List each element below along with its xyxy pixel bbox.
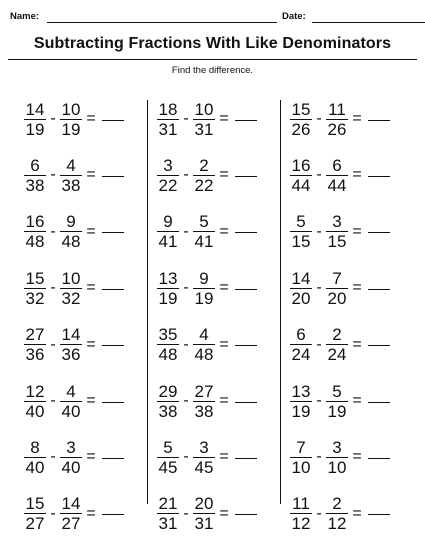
answer-blank[interactable] bbox=[368, 458, 390, 459]
minus-sign: - bbox=[50, 110, 56, 127]
minus-sign: - bbox=[183, 448, 189, 466]
minuend-denominator: 15 bbox=[291, 232, 311, 252]
answer-blank[interactable] bbox=[235, 120, 257, 121]
equals-sign: = bbox=[86, 335, 96, 353]
subtrahend-fraction bbox=[60, 101, 82, 138]
problem-3-7 bbox=[290, 437, 390, 477]
minuend-fraction bbox=[24, 383, 46, 420]
instructions: Find the difference. bbox=[171, 65, 254, 76]
answer-blank[interactable] bbox=[368, 514, 390, 515]
equals-sign: = bbox=[352, 504, 362, 522]
answer-blank[interactable] bbox=[102, 176, 124, 177]
subtrahend-fraction bbox=[60, 495, 82, 532]
minuend-numerator: 21 bbox=[158, 494, 178, 514]
minuend-numerator: 29 bbox=[158, 381, 178, 401]
subtrahend-denominator: 31 bbox=[194, 514, 214, 534]
minuend-numerator: 3 bbox=[163, 155, 173, 175]
problem-3-3 bbox=[290, 212, 390, 252]
answer-blank[interactable] bbox=[235, 176, 257, 177]
minuend-denominator: 48 bbox=[25, 232, 45, 252]
subtrahend-fraction bbox=[193, 270, 215, 307]
minus-sign: - bbox=[50, 504, 56, 522]
subtrahend-numerator: 5 bbox=[199, 212, 209, 232]
subtrahend-numerator: 2 bbox=[332, 325, 342, 345]
subtrahend-denominator: 48 bbox=[194, 345, 214, 365]
subtrahend-denominator: 10 bbox=[327, 457, 347, 477]
subtrahend-denominator: 41 bbox=[194, 232, 214, 252]
minus-sign: - bbox=[50, 166, 56, 184]
minuend-denominator: 32 bbox=[25, 288, 45, 308]
problem-3-6 bbox=[290, 381, 390, 421]
minuend-numerator: 6 bbox=[30, 155, 40, 175]
minuend-fraction bbox=[157, 270, 179, 307]
problem-3-4 bbox=[290, 268, 390, 308]
column-divider-1 bbox=[147, 100, 148, 504]
problem-3-2 bbox=[290, 155, 390, 195]
minus-sign: - bbox=[183, 279, 189, 297]
answer-blank[interactable] bbox=[235, 514, 257, 515]
minus-sign: - bbox=[50, 335, 56, 353]
minuend-fraction bbox=[24, 270, 46, 307]
minus-sign: - bbox=[316, 166, 322, 184]
subtrahend-fraction bbox=[193, 326, 215, 363]
problem-1-6 bbox=[24, 381, 124, 421]
minus-sign: - bbox=[50, 222, 56, 240]
subtrahend-denominator: 26 bbox=[327, 119, 347, 139]
problem-1-8 bbox=[24, 494, 124, 534]
minuend-numerator: 8 bbox=[30, 437, 40, 457]
equals-sign: = bbox=[219, 504, 229, 522]
minuend-denominator: 22 bbox=[158, 175, 178, 195]
minuend-fraction bbox=[24, 326, 46, 363]
title-divider bbox=[8, 59, 417, 60]
problem-3-5 bbox=[290, 325, 390, 365]
minuend-fraction bbox=[24, 157, 46, 194]
minus-sign: - bbox=[50, 392, 56, 409]
subtrahend-numerator: 11 bbox=[328, 99, 346, 119]
minus-sign: - bbox=[316, 222, 322, 240]
minuend-denominator: 44 bbox=[291, 175, 311, 195]
column-divider-2 bbox=[280, 100, 281, 504]
minuend-denominator: 38 bbox=[158, 401, 178, 421]
minuend-numerator: 18 bbox=[158, 99, 178, 119]
equals-sign: = bbox=[219, 110, 229, 127]
subtrahend-denominator: 36 bbox=[61, 345, 81, 365]
minuend-fraction bbox=[157, 157, 179, 194]
subtrahend-denominator: 19 bbox=[61, 119, 81, 139]
minuend-fraction bbox=[157, 495, 179, 532]
minuend-numerator: 14 bbox=[291, 268, 311, 288]
problem-2-8 bbox=[157, 494, 257, 534]
subtrahend-denominator: 19 bbox=[194, 288, 214, 308]
subtrahend-fraction bbox=[193, 157, 215, 194]
answer-blank[interactable] bbox=[368, 402, 390, 403]
subtrahend-fraction bbox=[193, 213, 215, 250]
minuend-numerator: 15 bbox=[25, 268, 45, 288]
subtrahend-numerator: 14 bbox=[61, 494, 81, 514]
subtrahend-fraction bbox=[193, 101, 215, 138]
answer-blank[interactable] bbox=[102, 402, 124, 403]
answer-blank[interactable] bbox=[368, 120, 390, 121]
date-label: Date: bbox=[282, 11, 306, 22]
minuend-fraction bbox=[24, 101, 46, 138]
minus-sign: - bbox=[316, 392, 322, 409]
minuend-numerator: 16 bbox=[291, 155, 311, 175]
subtrahend-denominator: 22 bbox=[194, 175, 214, 195]
minuend-denominator: 45 bbox=[158, 457, 178, 477]
equals-sign: = bbox=[352, 110, 362, 127]
minuend-denominator: 36 bbox=[25, 345, 45, 365]
subtrahend-numerator: 6 bbox=[332, 155, 342, 175]
equals-sign: = bbox=[352, 166, 362, 184]
minuend-numerator: 13 bbox=[158, 268, 178, 288]
minuend-denominator: 20 bbox=[291, 288, 311, 308]
equals-sign: = bbox=[352, 335, 362, 353]
subtrahend-fraction bbox=[193, 383, 215, 420]
subtrahend-numerator: 9 bbox=[66, 212, 76, 232]
minuend-numerator: 35 bbox=[158, 325, 178, 345]
minuend-fraction bbox=[290, 101, 312, 138]
minuend-numerator: 15 bbox=[25, 494, 45, 514]
minuend-denominator: 24 bbox=[291, 345, 311, 365]
subtrahend-fraction bbox=[326, 383, 348, 420]
answer-blank[interactable] bbox=[102, 289, 124, 290]
minuend-fraction bbox=[290, 270, 312, 307]
answer-blank[interactable] bbox=[368, 289, 390, 290]
minuend-numerator: 9 bbox=[163, 212, 173, 232]
answer-blank[interactable] bbox=[235, 289, 257, 290]
minuend-fraction bbox=[157, 439, 179, 476]
minus-sign: - bbox=[183, 222, 189, 240]
minuend-denominator: 27 bbox=[25, 514, 45, 534]
minuend-numerator: 16 bbox=[25, 212, 45, 232]
answer-blank[interactable] bbox=[235, 232, 257, 233]
minuend-fraction bbox=[157, 101, 179, 138]
subtrahend-fraction bbox=[326, 213, 348, 250]
minus-sign: - bbox=[183, 392, 189, 409]
answer-blank[interactable] bbox=[368, 176, 390, 177]
answer-blank[interactable] bbox=[235, 345, 257, 346]
answer-blank[interactable] bbox=[368, 345, 390, 346]
minuend-denominator: 19 bbox=[158, 288, 178, 308]
problem-2-2 bbox=[157, 155, 257, 195]
subtrahend-numerator: 3 bbox=[199, 437, 209, 457]
minuend-numerator: 11 bbox=[292, 494, 310, 514]
subtrahend-denominator: 12 bbox=[327, 514, 347, 534]
minuend-numerator: 12 bbox=[25, 381, 45, 401]
problem-3-8 bbox=[290, 494, 390, 534]
subtrahend-numerator: 3 bbox=[66, 437, 76, 457]
minuend-fraction bbox=[290, 439, 312, 476]
worksheet-header bbox=[10, 11, 415, 29]
subtrahend-fraction bbox=[326, 326, 348, 363]
problem-2-3 bbox=[157, 212, 257, 252]
subtrahend-numerator: 2 bbox=[332, 494, 342, 514]
equals-sign: = bbox=[352, 392, 362, 409]
minus-sign: - bbox=[183, 335, 189, 353]
problem-1-3 bbox=[24, 212, 124, 252]
minuend-denominator: 10 bbox=[291, 457, 311, 477]
minuend-denominator: 31 bbox=[158, 514, 178, 534]
minus-sign: - bbox=[183, 110, 189, 127]
subtrahend-fraction bbox=[60, 270, 82, 307]
minuend-denominator: 12 bbox=[291, 514, 311, 534]
equals-sign: = bbox=[86, 392, 96, 409]
subtrahend-denominator: 44 bbox=[327, 175, 347, 195]
subtrahend-numerator: 10 bbox=[61, 99, 81, 119]
problem-1-7 bbox=[24, 437, 124, 477]
equals-sign: = bbox=[219, 448, 229, 466]
equals-sign: = bbox=[86, 504, 96, 522]
minuend-numerator: 14 bbox=[25, 99, 45, 119]
subtrahend-denominator: 48 bbox=[61, 232, 81, 252]
minus-sign: - bbox=[50, 448, 56, 466]
minuend-denominator: 19 bbox=[25, 119, 45, 139]
subtrahend-denominator: 38 bbox=[194, 401, 214, 421]
subtrahend-numerator: 14 bbox=[61, 325, 81, 345]
subtrahend-fraction bbox=[326, 157, 348, 194]
subtrahend-numerator: 2 bbox=[199, 155, 209, 175]
minuend-fraction bbox=[24, 495, 46, 532]
answer-blank[interactable] bbox=[368, 232, 390, 233]
subtrahend-numerator: 4 bbox=[66, 155, 76, 175]
subtrahend-denominator: 19 bbox=[327, 401, 347, 421]
subtrahend-fraction bbox=[193, 495, 215, 532]
subtrahend-fraction bbox=[326, 101, 348, 138]
minuend-numerator: 6 bbox=[296, 325, 306, 345]
minuend-fraction bbox=[157, 326, 179, 363]
minuend-denominator: 40 bbox=[25, 457, 45, 477]
answer-blank[interactable] bbox=[102, 232, 124, 233]
equals-sign: = bbox=[86, 110, 96, 127]
problem-2-7 bbox=[157, 437, 257, 477]
minus-sign: - bbox=[316, 110, 322, 127]
subtrahend-numerator: 27 bbox=[194, 381, 214, 401]
minuend-denominator: 40 bbox=[25, 401, 45, 421]
subtrahend-fraction bbox=[60, 439, 82, 476]
problem-1-5 bbox=[24, 325, 124, 365]
subtrahend-fraction bbox=[60, 383, 82, 420]
equals-sign: = bbox=[219, 392, 229, 409]
subtrahend-numerator: 5 bbox=[332, 381, 342, 401]
subtrahend-numerator: 20 bbox=[194, 494, 214, 514]
equals-sign: = bbox=[352, 279, 362, 297]
subtrahend-denominator: 24 bbox=[327, 345, 347, 365]
problem-2-6 bbox=[157, 381, 257, 421]
problem-2-1 bbox=[157, 99, 257, 139]
subtrahend-numerator: 9 bbox=[199, 268, 209, 288]
minus-sign: - bbox=[316, 448, 322, 466]
subtrahend-denominator: 31 bbox=[194, 119, 214, 139]
answer-blank[interactable] bbox=[102, 514, 124, 515]
minus-sign: - bbox=[50, 279, 56, 297]
minuend-denominator: 38 bbox=[25, 175, 45, 195]
equals-sign: = bbox=[86, 166, 96, 184]
equals-sign: = bbox=[86, 222, 96, 240]
equals-sign: = bbox=[219, 166, 229, 184]
answer-blank[interactable] bbox=[102, 458, 124, 459]
equals-sign: = bbox=[352, 448, 362, 466]
minuend-fraction bbox=[290, 326, 312, 363]
minuend-numerator: 5 bbox=[296, 212, 306, 232]
subtrahend-denominator: 45 bbox=[194, 457, 214, 477]
equals-sign: = bbox=[219, 335, 229, 353]
minuend-fraction bbox=[157, 383, 179, 420]
subtrahend-fraction bbox=[326, 495, 348, 532]
subtrahend-numerator: 10 bbox=[61, 268, 81, 288]
minuend-numerator: 7 bbox=[296, 437, 306, 457]
equals-sign: = bbox=[219, 222, 229, 240]
subtrahend-denominator: 38 bbox=[61, 175, 81, 195]
minuend-fraction bbox=[290, 157, 312, 194]
subtrahend-numerator: 4 bbox=[66, 381, 76, 401]
subtrahend-denominator: 27 bbox=[61, 514, 81, 534]
answer-blank[interactable] bbox=[235, 458, 257, 459]
minuend-fraction bbox=[290, 495, 312, 532]
name-answer-line[interactable] bbox=[47, 22, 277, 23]
problem-3-1 bbox=[290, 99, 390, 139]
problem-2-4 bbox=[157, 268, 257, 308]
minuend-fraction bbox=[290, 213, 312, 250]
subtrahend-fraction bbox=[60, 157, 82, 194]
minuend-fraction bbox=[24, 439, 46, 476]
subtrahend-fraction bbox=[60, 213, 82, 250]
minus-sign: - bbox=[316, 504, 322, 522]
equals-sign: = bbox=[86, 448, 96, 466]
minus-sign: - bbox=[183, 166, 189, 184]
minuend-denominator: 48 bbox=[158, 345, 178, 365]
equals-sign: = bbox=[86, 279, 96, 297]
subtrahend-fraction bbox=[326, 270, 348, 307]
minus-sign: - bbox=[183, 504, 189, 522]
subtrahend-numerator: 10 bbox=[194, 99, 214, 119]
problem-1-2 bbox=[24, 155, 124, 195]
minuend-numerator: 13 bbox=[291, 381, 311, 401]
minus-sign: - bbox=[316, 279, 322, 297]
worksheet-title: Subtracting Fractions With Like Denominators bbox=[33, 35, 392, 52]
minuend-numerator: 27 bbox=[25, 325, 45, 345]
name-label: Name: bbox=[10, 11, 40, 22]
minuend-denominator: 26 bbox=[291, 119, 311, 139]
subtrahend-denominator: 20 bbox=[327, 288, 347, 308]
answer-blank[interactable] bbox=[102, 345, 124, 346]
minuend-numerator: 5 bbox=[163, 437, 173, 457]
subtrahend-denominator: 40 bbox=[61, 457, 81, 477]
minuend-fraction bbox=[157, 213, 179, 250]
subtrahend-denominator: 40 bbox=[61, 401, 81, 421]
answer-blank[interactable] bbox=[235, 402, 257, 403]
minuend-fraction bbox=[24, 213, 46, 250]
minus-sign: - bbox=[316, 335, 322, 353]
minuend-denominator: 31 bbox=[158, 119, 178, 139]
date-answer-line[interactable] bbox=[312, 22, 425, 23]
subtrahend-fraction bbox=[60, 326, 82, 363]
problem-1-1 bbox=[24, 99, 124, 139]
subtrahend-denominator: 32 bbox=[61, 288, 81, 308]
subtrahend-fraction bbox=[326, 439, 348, 476]
subtrahend-denominator: 15 bbox=[327, 232, 347, 252]
answer-blank[interactable] bbox=[102, 120, 124, 121]
minuend-fraction bbox=[290, 383, 312, 420]
minuend-denominator: 19 bbox=[291, 401, 311, 421]
equals-sign: = bbox=[219, 279, 229, 297]
subtrahend-numerator: 3 bbox=[332, 437, 342, 457]
problem-2-5 bbox=[157, 325, 257, 365]
minuend-denominator: 41 bbox=[158, 232, 178, 252]
subtrahend-numerator: 4 bbox=[199, 325, 209, 345]
subtrahend-numerator: 7 bbox=[332, 268, 342, 288]
subtrahend-fraction bbox=[193, 439, 215, 476]
subtrahend-numerator: 3 bbox=[332, 212, 342, 232]
equals-sign: = bbox=[352, 222, 362, 240]
problem-1-4 bbox=[24, 268, 124, 308]
minuend-numerator: 15 bbox=[291, 99, 311, 119]
